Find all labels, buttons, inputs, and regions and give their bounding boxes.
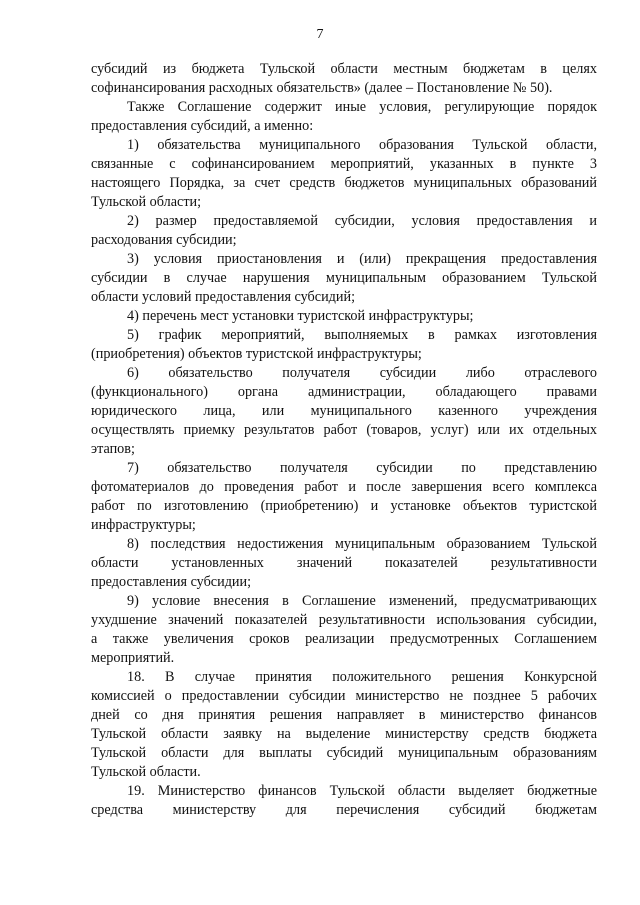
text-line: области установленных значений показателей результативности — [91, 555, 597, 571]
text-line: связанные с софинансированием мероприятий, указанных в пункте 3 — [91, 156, 597, 172]
text-line: мероприятий. — [91, 650, 175, 666]
paragraph — [91, 136, 597, 212]
text-line: 5) график мероприятий, выполняемых в рамках изготовления — [127, 327, 597, 343]
paragraph — [91, 459, 597, 535]
paragraph — [91, 668, 597, 782]
paragraph — [91, 250, 597, 307]
text-line: (функционального) органа администрации, обладающего правами — [91, 384, 597, 400]
text-line: дней со дня принятия решения направляет в министерство финансов — [91, 707, 597, 723]
text-line: ухудшение значений показателей результативности использования субсидии, — [91, 612, 597, 628]
text-line: предоставления субсидий, а именно: — [91, 118, 314, 134]
text-line: настоящего Порядка, за счет средств бюджетов муниципальных образований — [91, 175, 597, 191]
page-number: 7 — [316, 27, 324, 42]
paragraph — [91, 535, 597, 592]
text-line: комиссией о предоставлении субсидии министерство не позднее 5 рабочих — [91, 688, 597, 704]
text-line: субсидий из бюджета Тульской области местным бюджетам в целях — [91, 61, 597, 77]
paragraph — [91, 782, 597, 820]
text-line: этапов; — [91, 441, 135, 457]
text-line: расходования субсидии; — [91, 232, 237, 248]
text-line: 18. В случае принятия положительного решения Конкурсной — [127, 669, 597, 685]
text-line: средства министерству для перечисления субсидий бюджетам — [91, 802, 597, 818]
paragraph — [91, 98, 597, 136]
text-line: Тульской области заявку на выделение министерству средств бюджета — [91, 726, 597, 742]
paragraph — [91, 592, 597, 668]
paragraph — [91, 307, 597, 326]
paragraph — [91, 60, 597, 98]
text-line: фотоматериалов до проведения работ и после завершения всего комплекса — [91, 479, 597, 495]
text-line: предоставления субсидии; — [91, 574, 252, 590]
text-line: 7) обязательство получателя субсидии по представлению — [127, 460, 597, 476]
text-line: Тульской области; — [91, 194, 202, 210]
paragraph — [91, 326, 597, 364]
paragraph — [91, 364, 597, 459]
text-line: области условий предоставления субсидий; — [91, 289, 356, 305]
text-line: инфраструктуры; — [91, 517, 196, 533]
text-line: 6) обязательство получателя субсидии либо отраслевого — [127, 365, 597, 381]
text-line: 8) последствия недостижения муниципальным образованием Тульской — [127, 536, 597, 552]
text-line: а также увеличения сроков реализации предусмотренных Соглашением — [91, 631, 597, 647]
text-line: 4) перечень мест установки туристской инфраструктуры; — [127, 308, 474, 324]
document-body — [91, 60, 597, 820]
text-line: Тульской области для выплаты субсидий муниципальным образованиям — [91, 745, 597, 761]
text-line: Тульской области. — [91, 764, 201, 780]
text-line: 2) размер предоставляемой субсидии, условия предоставления и — [127, 213, 597, 229]
paragraph — [91, 212, 597, 250]
text-line: 3) условия приостановления и (или) прекращения предоставления — [127, 251, 597, 267]
text-line: 9) условие внесения в Соглашение изменений, предусматривающих — [127, 593, 597, 609]
text-line: 19. Министерство финансов Тульской области выделяет бюджетные — [127, 783, 597, 799]
text-line: юридического лица, или муниципального казенного учреждения — [91, 403, 597, 419]
text-line: (приобретения) объектов туристской инфраструктуры; — [91, 346, 422, 362]
text-line: субсидии в случае нарушения муниципальным образованием Тульской — [91, 270, 597, 286]
text-line: работ по изготовлению (приобретению) и установке объектов туристской — [91, 498, 597, 514]
text-line: 1) обязательства муниципального образования Тульской области, — [127, 137, 597, 153]
text-line: Также Соглашение содержит иные условия, регулирующие порядок — [127, 99, 597, 115]
text-line: осуществлять приемку результатов работ (товаров, услуг) или их отдельных — [91, 422, 597, 438]
text-line: софинансирования расходных обязательств» (далее – Постановление № 50). — [91, 80, 553, 96]
